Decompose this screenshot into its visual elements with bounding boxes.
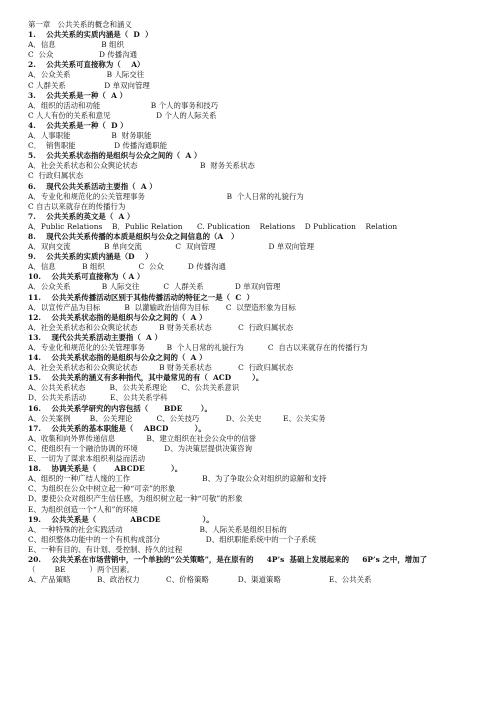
option-line: A．公众关系 B 人际交往 C 人群关系 D 单双向管理 xyxy=(28,282,281,292)
option-line: C、使组织有一个融洽协调的环境 D、为决策层提供决策咨询 xyxy=(28,443,253,453)
question-line: 11. 公共关系传播活动区别于其他传播活动的特征之一是（ C ） xyxy=(28,292,254,302)
document-body xyxy=(28,20,478,585)
option-line: A、一种特殊的社会实践活动 B、人际关系是组织目标的 xyxy=(28,524,287,534)
option-line: E、一种有目的、有计划、受控制、持久的过程 xyxy=(28,544,183,554)
option-line: A．双向交流 B 单向交流 C 双向管理 D 单双向管理 xyxy=(28,242,315,252)
option-line: A、公共关系状态 B、公共关系理论 C、公共关系意识 xyxy=(28,383,240,393)
option-line: C 自古以来就存在的传播行为 xyxy=(28,201,126,211)
option-line: A．组织的活动和功能 B 个人的事务和技巧 xyxy=(28,100,219,110)
question-line: 17. 公共关系的基本职能是（ ABCD ）。 xyxy=(28,423,206,433)
option-line: A．人事职能 B 财务职能 xyxy=(28,131,152,141)
chapter-heading: 第一章 公共关系的概念和涵义 xyxy=(28,20,132,29)
option-line: A．Public Relations B．Public Relation C. Publication Relations D Publication Relation xyxy=(28,221,398,231)
option-line: A．专业化和规范化的公关管理事务 B 个人日常的礼貌行为 C 自古以来就存在的传播行为 xyxy=(28,343,368,352)
option-line: C 公众 D 传播沟通 xyxy=(28,50,138,60)
option-line: A．社会关系状态和公众舆论状态 B 财务关系状态 C 行政归属状态 xyxy=(28,322,294,332)
option-line: A、收集和向外界传递信息 B、建立组织在社会公众中的信誉 xyxy=(28,433,257,443)
question-line: 10. 公共关系可直接称为（ A ） xyxy=(28,272,145,282)
option-line: C 行政归属状态 xyxy=(28,171,84,181)
option-line: C 人群关系 D 单双向管理 xyxy=(28,80,150,90)
question-line: 1. 公共关系的实质内涵是（ D ） xyxy=(28,30,153,40)
option-line: A、产品策略 B、政治权力 C、价格策略 D、渠道策略 E、公共关系 xyxy=(28,575,372,585)
option-line: E、一切为了谋求本组织利益而活动 xyxy=(28,454,146,464)
question-line: 3. 公共关系是一种（ A ） xyxy=(28,90,127,100)
question-line: 18. 协调关系是（ ABCDE ）。 xyxy=(28,464,183,474)
question-line: 16. 公共关系学研究的内容包括（ BDE ）。 xyxy=(28,403,212,413)
question-line: 6. 现代公共关系活动主要指（ A ） xyxy=(28,181,157,191)
question-line: 20. 公共关系在市场营销中，一个单独的“公关策略”，是在原有的 4P’s 基础上发展起来的 6P’s 之中，增加了 xyxy=(28,554,428,564)
option-line: A．专业化和规范化的公关管理事务 B 个人日常的礼貌行为 xyxy=(28,191,304,201)
option-line: A．以宣传产品为目标 B 以灌输政治信仰为目标 C 以塑造形象为目标 xyxy=(28,302,296,312)
option-line: （ BE ）两个因素。 xyxy=(28,565,135,575)
question-line: 19. 公共关系是（ ABCDE ）。 xyxy=(28,514,214,524)
option-line: A．信息 B 组织 xyxy=(28,40,125,50)
question-line: 14. 公共关系状态指的是组织与公众之间的（ A ） xyxy=(28,353,207,363)
option-line: A、公关案例 B、公关理论 C、公关技巧 D、公关史 E、公关实务 xyxy=(28,413,326,423)
option-line: C、组织整体功能中的一个有机构成部分 D、组织职能系统中的一个子系统 xyxy=(28,534,316,544)
question-line: 15. 公共关系的涵义有多种指代，其中最常见的有（ ACD ）。 xyxy=(28,373,264,383)
option-line: A．信息 B 组织 C 公众 D 传播沟通 xyxy=(28,262,226,272)
option-line: C． 销售职能 D 传播沟通职能 xyxy=(28,141,168,151)
question-line: 13. 现代公共关系活动主要指（ A ） xyxy=(28,332,162,342)
question-line: 8. 现代公共关系传播的本质是组织与公众之间信息的（A ） xyxy=(28,231,239,241)
question-line: 2. 公共关系可直接称为（ A） xyxy=(28,60,145,70)
option-line: A．社会关系状态和公众舆论状态 B 财务关系状态 xyxy=(28,161,255,171)
question-line: 5. 公共关系状态指的是组织与公众之间的（ A ） xyxy=(28,151,202,161)
option-line: C 人人有份的关系和意见 D 个人的人际关系 xyxy=(28,110,217,120)
question-line: 4. 公共关系是一种（ D ） xyxy=(28,120,128,130)
question-line: 7. 公共关系的英文是（ A ） xyxy=(28,211,135,221)
option-line: D、要使公众对组织产生信任感，为组织树立起一种“可敬”的形象 xyxy=(28,494,243,504)
option-line: D、公共关系活动 E、公共关系学科 xyxy=(28,393,168,403)
option-line: A、组织的一种广结人缘的工作 B、为了争取公众对组织的谅解和支持 xyxy=(28,474,327,484)
question-line: 12. 公共关系状态指的是组织与公众之间的（ A ） xyxy=(28,312,207,322)
question-line: 9. 公共关系的实质内涵是（D ） xyxy=(28,252,153,262)
option-line: C、为组织在公众中树立起一种“可亲”的形象 xyxy=(28,484,176,494)
option-line: A．公众关系 B 人际交往 xyxy=(28,70,145,80)
option-line: E、为组织创造一个“人和”的环境 xyxy=(28,504,138,514)
option-line: A．社会关系状态和公众舆论状态 B 财务关系状态 C 行政归属状态 xyxy=(28,363,294,373)
